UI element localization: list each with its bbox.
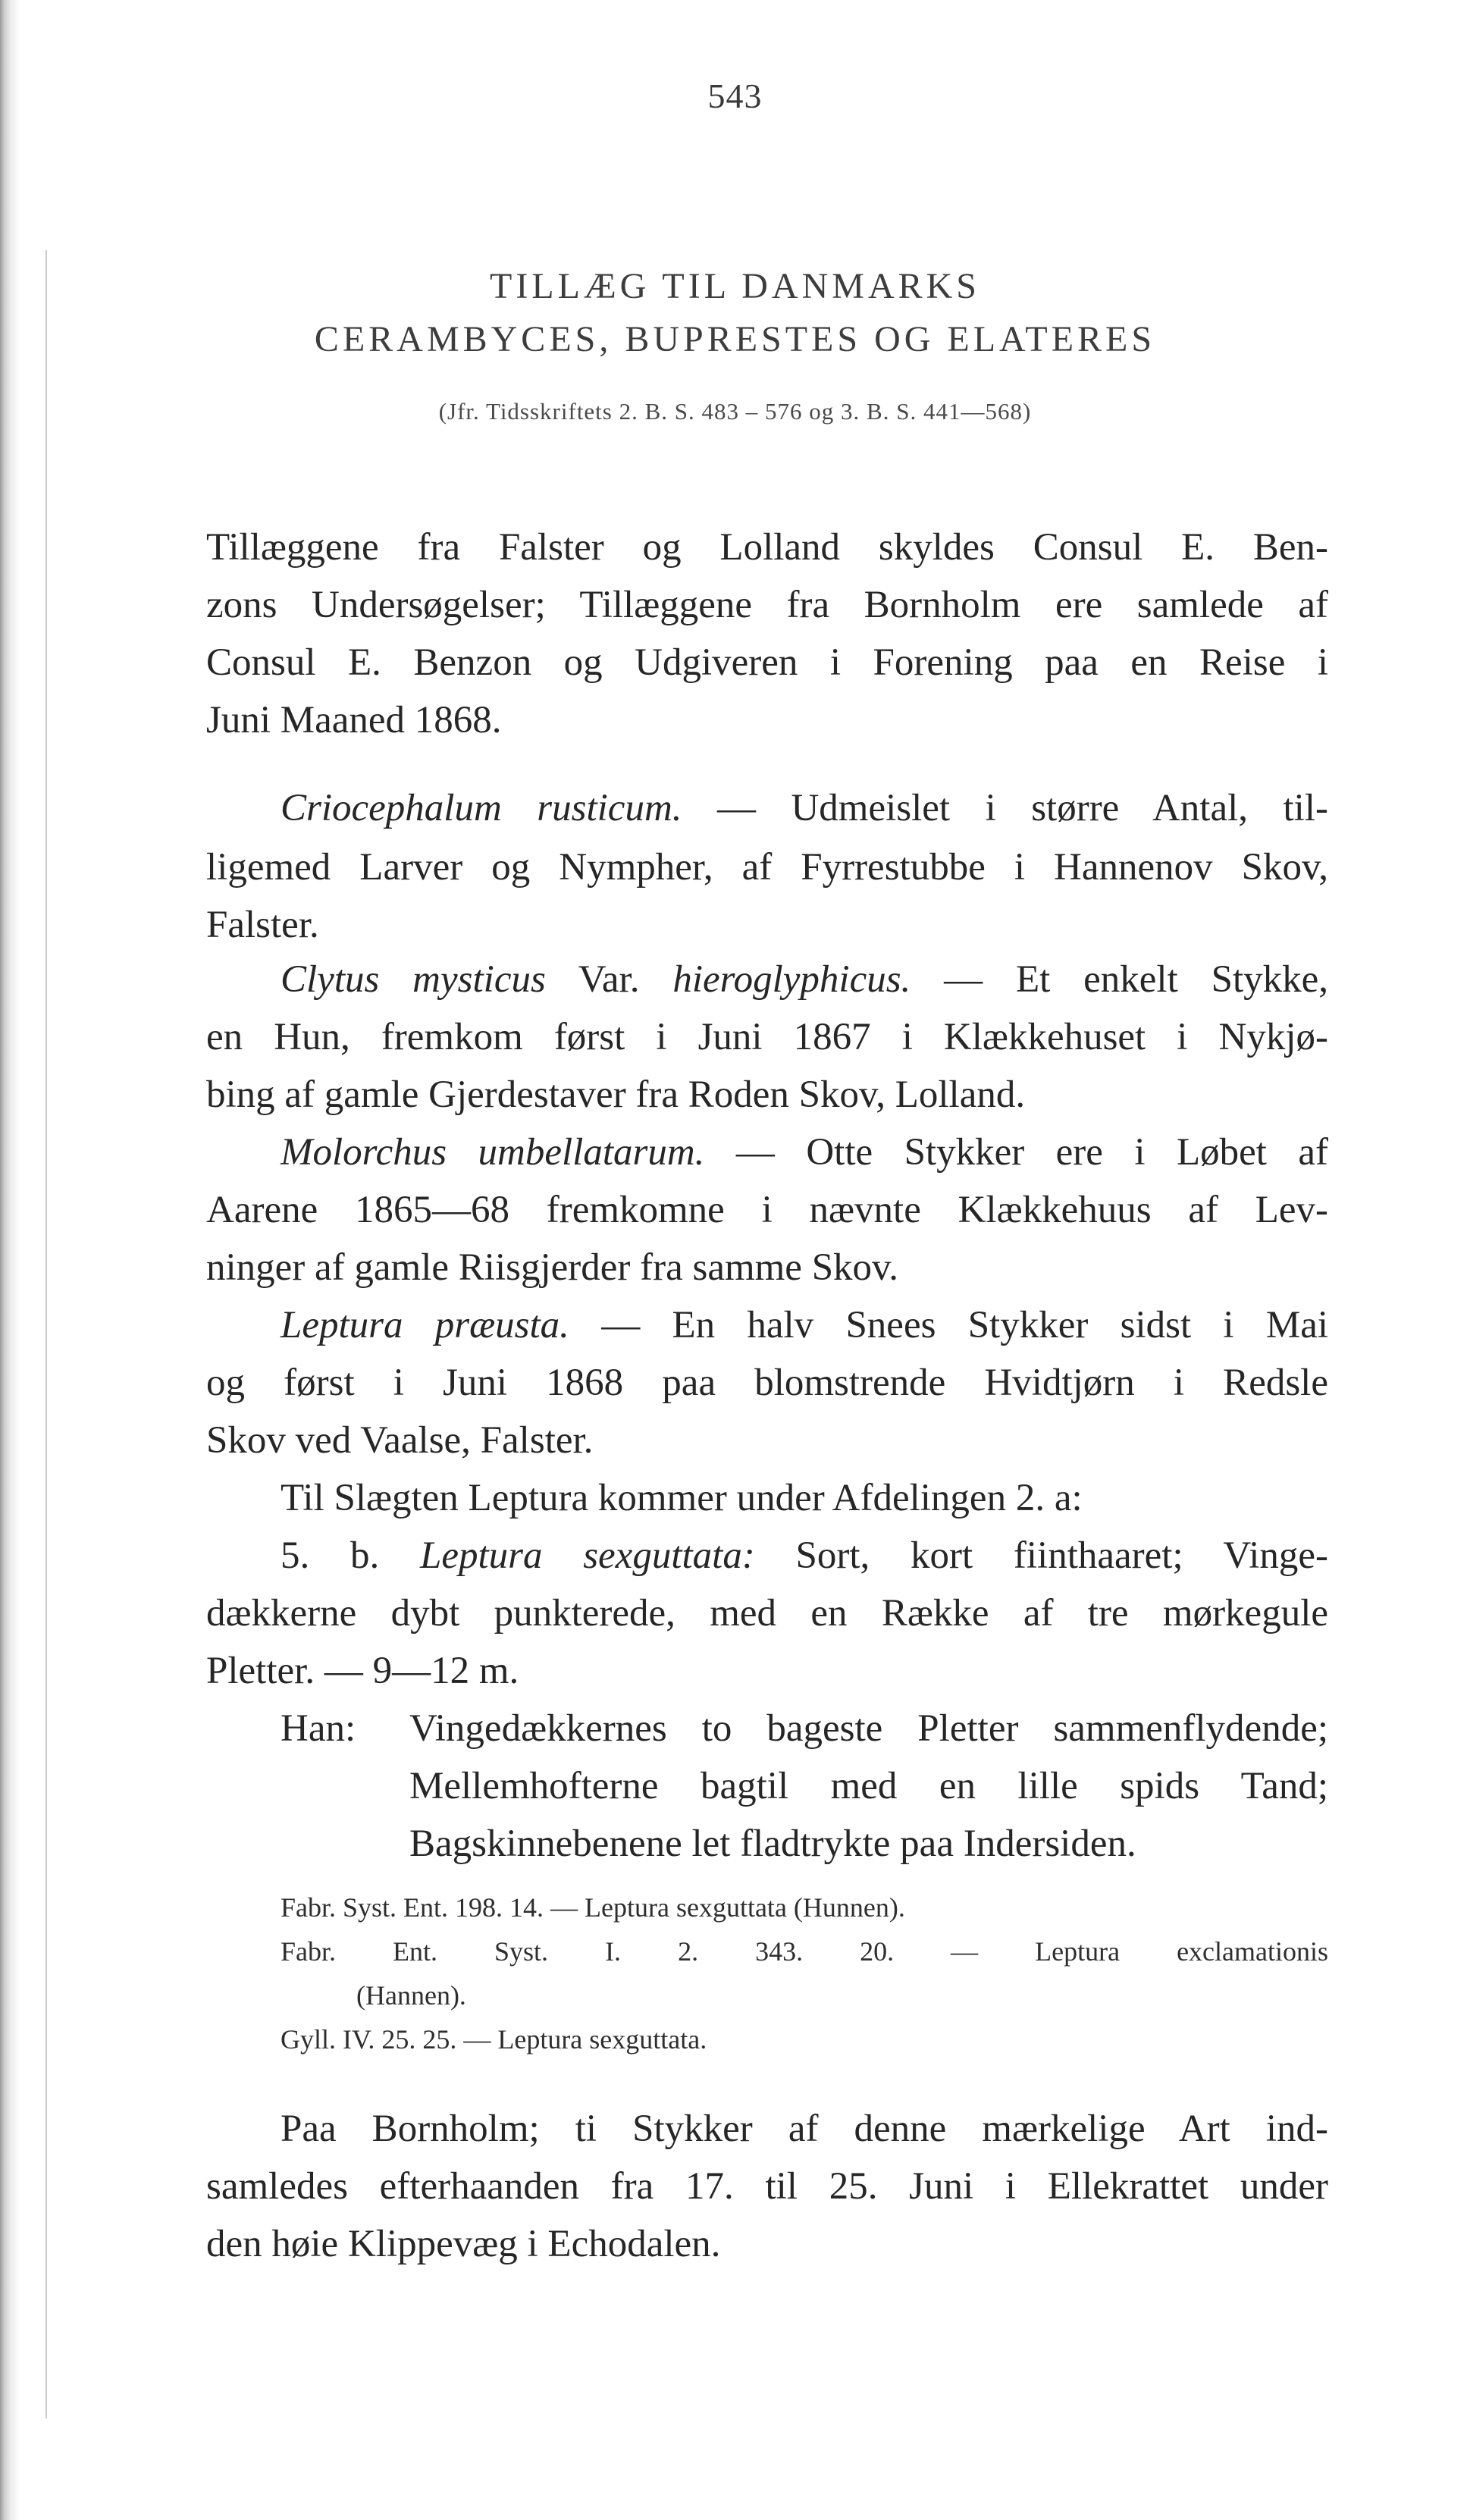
species-name: Leptura præusta. (281, 1304, 569, 1346)
variety-name: hieroglyphicus. (672, 958, 911, 1001)
male-description-line: Vingedækkernes to bageste Pletter sammenflydende; (409, 1707, 1328, 1750)
species-text: — Udmeislet i større Antal, til- (682, 787, 1328, 829)
species-entry-line (281, 785, 1328, 831)
page-number: 543 (707, 77, 763, 115)
intro-line: Tillæggene fra Falster og Lolland skyldes Consul E. Ben- (206, 526, 1328, 569)
male-label: Han: (281, 1707, 356, 1750)
species-name: Criocephalum rusticum. (281, 787, 682, 829)
page-title-line-2: CERAMBYCES, BUPRESTES OG ELATERES (314, 319, 1156, 359)
male-description-line: Bagskinnebenene let fladtrykte paa Indersiden. (409, 1823, 1136, 1865)
page-title-line-1: TILLÆG TIL DANMARKS (490, 266, 980, 306)
genus-note-line (281, 1533, 1328, 1578)
species-text: — En halv Snees Stykker sidst i Mai (569, 1304, 1328, 1346)
journal-reference: (Jfr. Tidsskriftets 2. B. S. 483 – 576 og 3. B. S. 441—568) (438, 398, 1032, 425)
species-entry-line: Aarene 1865—68 fremkomne i nævnte Klækkehuus af Lev- (206, 1189, 1328, 1231)
species-name: Leptura sexguttata: (419, 1534, 755, 1577)
species-text: Sort, kort fiinthaaret; Vinge- (754, 1534, 1328, 1577)
reference-line: Fabr. Ent. Syst. I. 2. 343. 20. — Leptura exclamationis (281, 1936, 1328, 1967)
species-entry-line: en Hun, fremkom først i Juni 1867 i Klækkehuset i Nykjø- (206, 1016, 1328, 1058)
species-entry-line (281, 957, 1328, 1002)
species-entry-line: ligemed Larver og Nympher, af Fyrrestubbe i Hannenov Skov, (206, 846, 1328, 889)
species-text: — Otte Stykker ere i Løbet af (704, 1131, 1328, 1174)
reference-line: (Hannen). (356, 1980, 466, 2011)
genus-note-line: dækkerne dybt punkterede, med en Række af tre mørkegule (206, 1592, 1328, 1635)
species-name: Clytus mysticus (281, 958, 546, 1001)
species-entry-line: ninger af gamle Riisgjerder fra samme Skov. (206, 1246, 898, 1289)
species-entry-line: og først i Juni 1868 paa blomstrende Hvidtjørn i Redsle (206, 1362, 1328, 1404)
species-entry-line: bing af gamle Gjerdestaver fra Roden Skov, Lolland. (206, 1074, 1026, 1116)
closing-line: Paa Bornholm; ti Stykker af denne mærkelige Art ind- (281, 2108, 1328, 2150)
intro-line: Juni Maaned 1868. (206, 699, 502, 741)
reference-line: Fabr. Syst. Ent. 198. 14. — Leptura sexguttata (Hunnen). (281, 1892, 905, 1923)
closing-line: den høie Klippevæg i Echodalen. (206, 2223, 721, 2265)
closing-line: samledes efterhaanden fra 17. til 25. Juni i Ellekrattet under (206, 2165, 1328, 2208)
section-number: 5. b. (281, 1534, 420, 1577)
reference-line: Gyll. IV. 25. 25. — Leptura sexguttata. (281, 2024, 707, 2055)
species-text: — Et enkelt Stykke, (911, 958, 1329, 1001)
species-entry-line: Skov ved Vaalse, Falster. (206, 1419, 594, 1462)
species-entry-line (281, 1302, 1328, 1348)
genus-note-line: Pletter. — 9—12 m. (206, 1650, 519, 1692)
species-entry-line (281, 1130, 1328, 1175)
genus-note-line: Til Slægten Leptura kommer under Afdelingen 2. a: (281, 1477, 1083, 1519)
intro-line: zons Undersøgelser; Tillæggene fra Bornholm ere samlede af (206, 584, 1328, 626)
intro-line: Consul E. Benzon og Udgiveren i Forening paa en Reise i (206, 641, 1328, 684)
male-description-line: Mellemhofterne bagtil med en lille spids Tand; (409, 1765, 1328, 1807)
species-entry-line: Falster. (206, 904, 319, 946)
species-name: Molorchus umbellatarum. (281, 1131, 705, 1174)
variety-label: Var. (545, 958, 673, 1001)
